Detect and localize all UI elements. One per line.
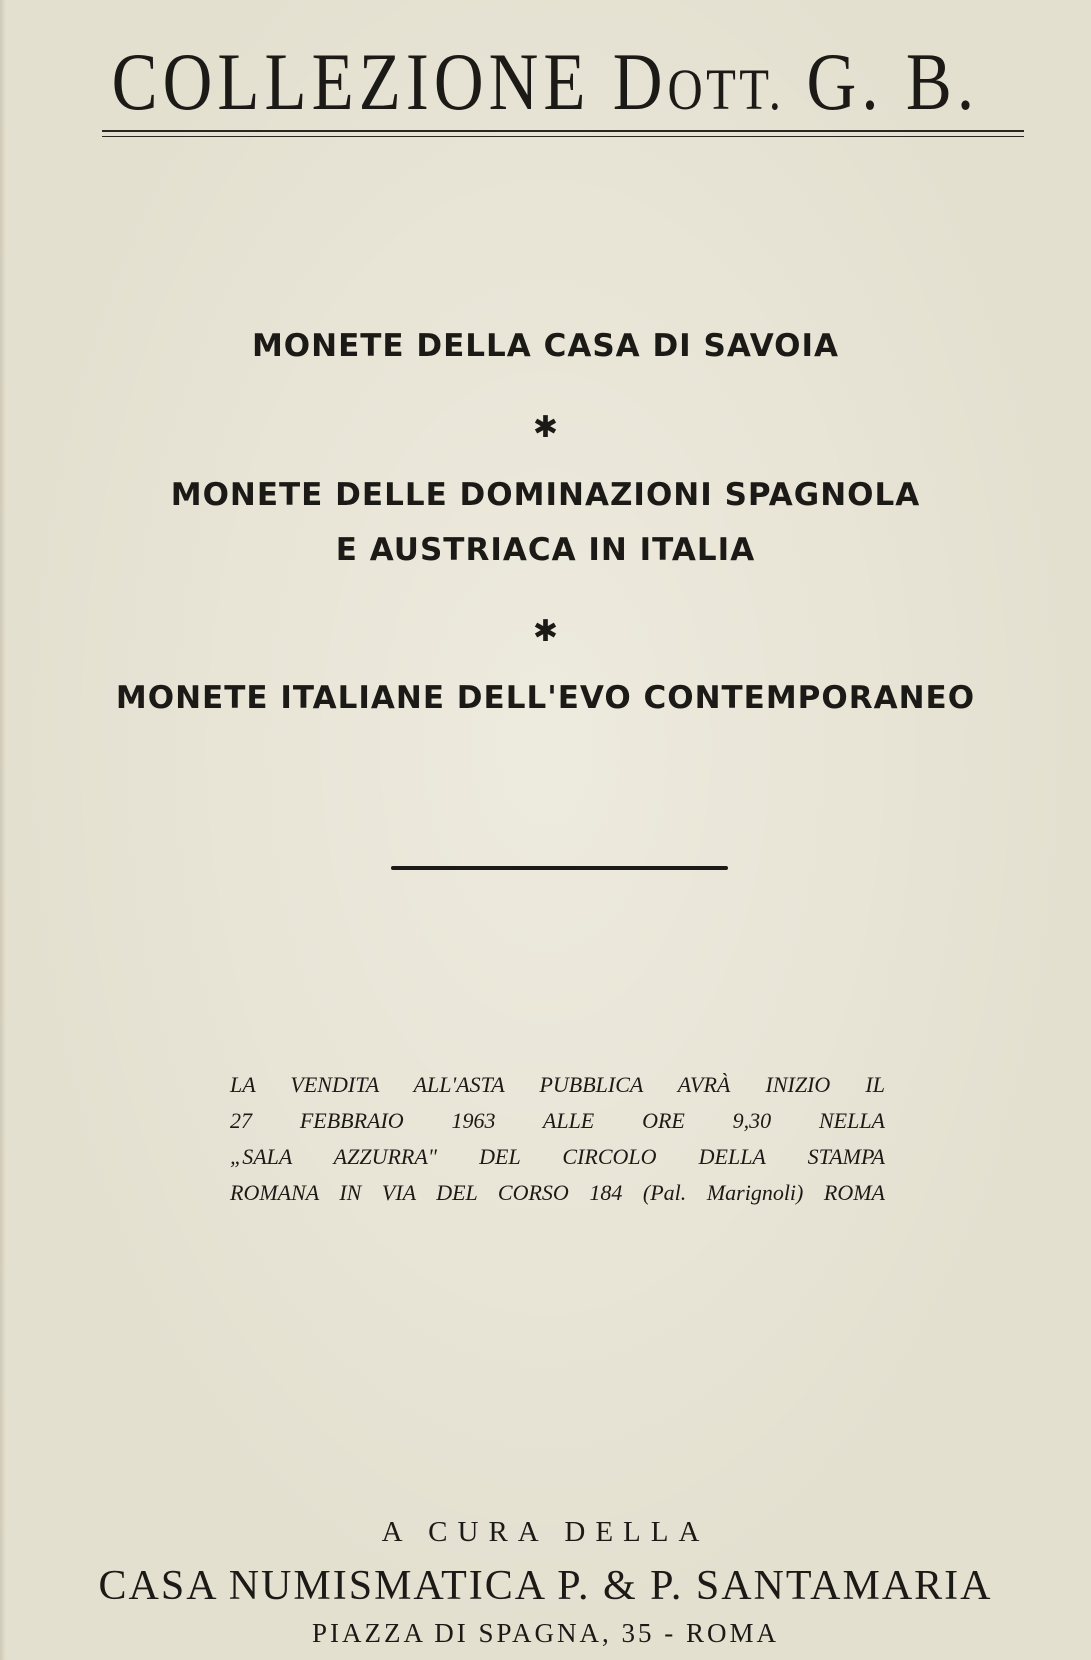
auction-info-line-2: 27 FEBBRAIO 1963 ALLE ORE 9,30 NELLA bbox=[230, 1108, 885, 1133]
star-separator-icon: ✱ bbox=[532, 410, 559, 445]
auction-info-block bbox=[230, 1067, 885, 1211]
collection-title bbox=[0, 34, 1091, 138]
auction-info-line-3: „SALA AZZURRA" DEL CIRCOLO DELLA STAMPA bbox=[230, 1144, 885, 1169]
publisher-address: PIAZZA DI SPAGNA, 35 - ROMA bbox=[311, 1618, 780, 1648]
section-heading-contemporaneo: MONETE ITALIANE DELL'EVO CONTEMPORANEO bbox=[115, 680, 976, 716]
section-divider bbox=[391, 866, 728, 870]
section-heading-austriaca: E AUSTRIACA IN ITALIA bbox=[335, 532, 756, 568]
page-edge-shadow bbox=[0, 0, 6, 1660]
title-part-big: COLLEZIONE D bbox=[111, 36, 668, 127]
title-part-small-caps: OTT. bbox=[667, 57, 785, 122]
auction-info-line-1: LA VENDITA ALL'ASTA PUBBLICA AVRÀ INIZIO IL bbox=[230, 1072, 885, 1097]
star-separator-icon: ✱ bbox=[532, 614, 559, 649]
title-part-end: G. B. bbox=[784, 36, 980, 127]
auction-info-line-4: ROMANA IN VIA DEL CORSO 184 (Pal. Marignoli) ROMA bbox=[230, 1180, 885, 1205]
section-heading-dominazioni: MONETE DELLE DOMINAZIONI SPAGNOLA bbox=[170, 477, 921, 513]
section-heading-savoia: MONETE DELLA CASA DI SAVOIA bbox=[251, 328, 840, 364]
collection-title-text bbox=[112, 34, 979, 138]
publisher-name: CASA NUMISMATICA P. & P. SANTAMARIA bbox=[98, 1563, 993, 1609]
curated-by-label: A CURA DELLA bbox=[381, 1516, 710, 1548]
title-rule-bottom bbox=[102, 136, 1024, 137]
title-rule-top bbox=[102, 130, 1024, 132]
